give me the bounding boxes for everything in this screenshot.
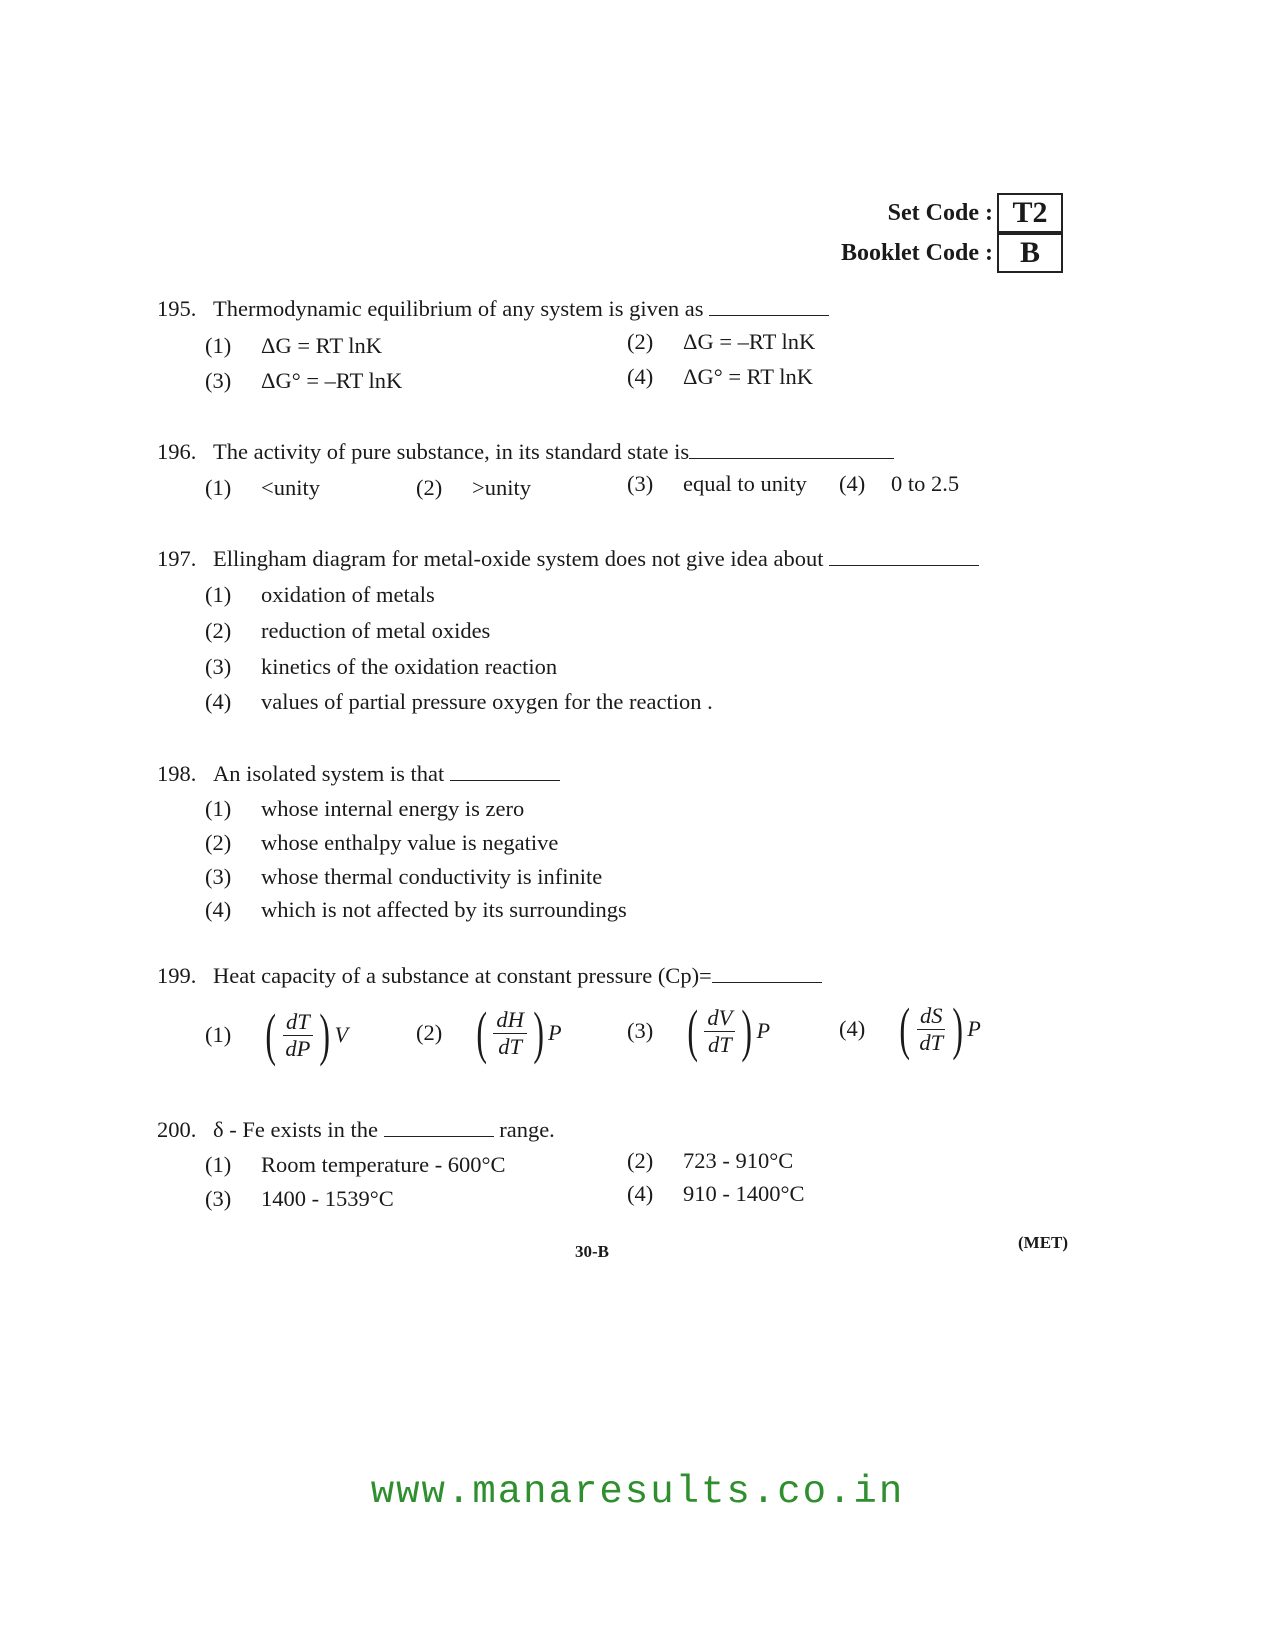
right-paren: ) [319, 1002, 331, 1067]
question-number: 195. [157, 296, 197, 321]
option-number: (4) [627, 364, 654, 389]
subscript: P [967, 1016, 981, 1041]
option-number: (2) [205, 830, 232, 855]
booklet-code-row [841, 233, 1063, 273]
option-195-2[interactable] [627, 329, 815, 355]
option-200-4[interactable] [627, 1181, 805, 1207]
option-number: (3) [205, 654, 232, 679]
option-195-1[interactable] [205, 333, 382, 359]
option-text: reduction of metal oxides [261, 618, 491, 643]
option-200-2[interactable] [627, 1148, 793, 1174]
option-number: (4) [627, 1181, 654, 1206]
option-text: whose internal energy is zero [261, 796, 525, 821]
numerator: dH [493, 1007, 527, 1034]
option-number: (2) [205, 618, 232, 643]
subscript: P [548, 1020, 562, 1045]
question-195 [157, 296, 829, 322]
option-198-4[interactable] [205, 897, 627, 923]
question-text: The activity of pure substance, in its standard state is [213, 439, 690, 464]
option-text: Room temperature - 600°C [261, 1152, 506, 1177]
option-number: (1) [205, 582, 232, 607]
option-200-3[interactable] [205, 1186, 394, 1212]
numerator: dV [704, 1005, 735, 1032]
denominator: dP [285, 1035, 311, 1061]
option-number: (3) [205, 864, 232, 889]
question-text: δ - Fe exists in the [213, 1117, 378, 1142]
option-text: ΔG = RT lnK [261, 333, 383, 358]
option-196-2[interactable] [416, 475, 531, 501]
booklet-code-label: Booklet Code : [841, 239, 993, 266]
option-number: (1) [205, 1022, 232, 1047]
page-number: 30-B [575, 1242, 609, 1261]
answer-blank [689, 457, 894, 459]
answer-blank [829, 564, 979, 566]
option-197-1[interactable] [205, 582, 435, 608]
subscript: P [756, 1018, 771, 1043]
answer-blank [709, 314, 829, 316]
option-text: oxidation of metals [261, 582, 435, 607]
option-number: (4) [839, 1016, 866, 1041]
option-number: (4) [839, 471, 866, 496]
option-text: whose enthalpy value is negative [261, 830, 559, 855]
set-code-row [841, 193, 1063, 233]
option-text: which is not affected by its surroundings [261, 897, 627, 922]
option-text: ΔG = –RT lnK [683, 329, 816, 354]
option-195-4[interactable] [627, 364, 813, 390]
subscript: V [334, 1022, 349, 1047]
question-text-after: range. [499, 1117, 555, 1142]
option-text: 910 - 1400°C [683, 1181, 805, 1206]
option-number: (2) [627, 329, 654, 354]
option-200-1[interactable] [205, 1152, 506, 1178]
right-paren: ) [741, 998, 753, 1063]
left-paren: ( [899, 996, 910, 1061]
set-code-label: Set Code : [887, 199, 993, 226]
question-number: 199. [157, 963, 197, 988]
answer-blank [712, 981, 822, 983]
fraction [704, 1005, 735, 1058]
option-text: ΔG° = RT lnK [683, 364, 814, 389]
question-197 [157, 546, 979, 572]
option-text: ΔG° = –RT lnK [261, 368, 403, 393]
question-number: 198. [157, 761, 197, 786]
denominator: dT [919, 1029, 944, 1055]
option-199-3[interactable] [627, 998, 771, 1063]
set-code-value: T2 [997, 193, 1063, 233]
option-197-3[interactable] [205, 654, 557, 680]
option-number: (3) [627, 471, 654, 496]
question-number: 196. [157, 439, 197, 464]
option-text: kinetics of the oxidation reaction [261, 654, 558, 679]
option-197-4[interactable] [205, 689, 713, 715]
question-196 [157, 439, 894, 465]
option-text: 0 to 2.5 [891, 471, 960, 496]
option-text: >unity [472, 475, 531, 500]
answer-blank [384, 1135, 494, 1137]
option-number: (1) [205, 796, 232, 821]
option-198-3[interactable] [205, 864, 602, 890]
question-text: Heat capacity of a substance at constant pressure (Cp)= [213, 963, 712, 988]
left-paren: ( [476, 1000, 487, 1065]
option-text: <unity [261, 475, 320, 500]
option-number: (3) [627, 1018, 654, 1043]
option-number: (1) [205, 333, 232, 358]
question-number: 200. [157, 1117, 197, 1142]
option-199-1[interactable] [205, 1002, 349, 1067]
subject-code: (MET) [1018, 1233, 1069, 1252]
option-199-2[interactable] [416, 1000, 562, 1065]
option-number: (4) [205, 689, 232, 714]
option-text: whose thermal conductivity is infinite [261, 864, 603, 889]
option-text: values of partial pressure oxygen for the reaction . [261, 689, 713, 714]
option-195-3[interactable] [205, 368, 402, 394]
fraction [916, 1003, 946, 1056]
option-text: 723 - 910°C [683, 1148, 794, 1173]
option-number: (3) [205, 368, 232, 393]
question-text: Thermodynamic equilibrium of any system is given as [213, 296, 704, 321]
booklet-code-value: B [997, 233, 1063, 273]
question-199 [157, 963, 822, 989]
numerator: dS [917, 1003, 946, 1030]
question-200 [157, 1117, 555, 1143]
exam-codes [841, 193, 1063, 273]
option-number: (3) [205, 1186, 232, 1211]
option-198-2[interactable] [205, 830, 558, 856]
denominator: dT [498, 1033, 522, 1059]
question-text: An isolated system is that [213, 761, 445, 786]
question-text: Ellingham diagram for metal-oxide system does not give idea about [213, 546, 824, 571]
fraction [493, 1007, 527, 1060]
right-paren: ) [533, 1000, 544, 1065]
option-number: (4) [205, 897, 232, 922]
option-number: (1) [205, 475, 232, 500]
denominator: dT [707, 1031, 732, 1057]
option-number: (1) [205, 1152, 232, 1177]
left-paren: ( [687, 998, 698, 1063]
option-text: 1400 - 1539°C [261, 1186, 394, 1211]
question-number: 197. [157, 546, 197, 571]
option-196-4[interactable] [839, 471, 959, 497]
question-198 [157, 761, 560, 787]
right-paren: ) [952, 996, 964, 1061]
option-number: (2) [627, 1148, 654, 1173]
watermark-url: www.manaresults.co.in [370, 1470, 905, 1514]
option-196-3[interactable] [627, 471, 807, 497]
option-number: (2) [416, 475, 443, 500]
option-199-4[interactable] [839, 996, 981, 1061]
numerator: dT [283, 1009, 313, 1036]
option-198-1[interactable] [205, 796, 524, 822]
fraction [282, 1009, 313, 1062]
option-197-2[interactable] [205, 618, 490, 644]
option-196-1[interactable] [205, 475, 320, 501]
option-number: (2) [416, 1020, 443, 1045]
answer-blank [450, 779, 560, 781]
option-text: equal to unity [683, 471, 807, 496]
left-paren: ( [265, 1002, 276, 1067]
